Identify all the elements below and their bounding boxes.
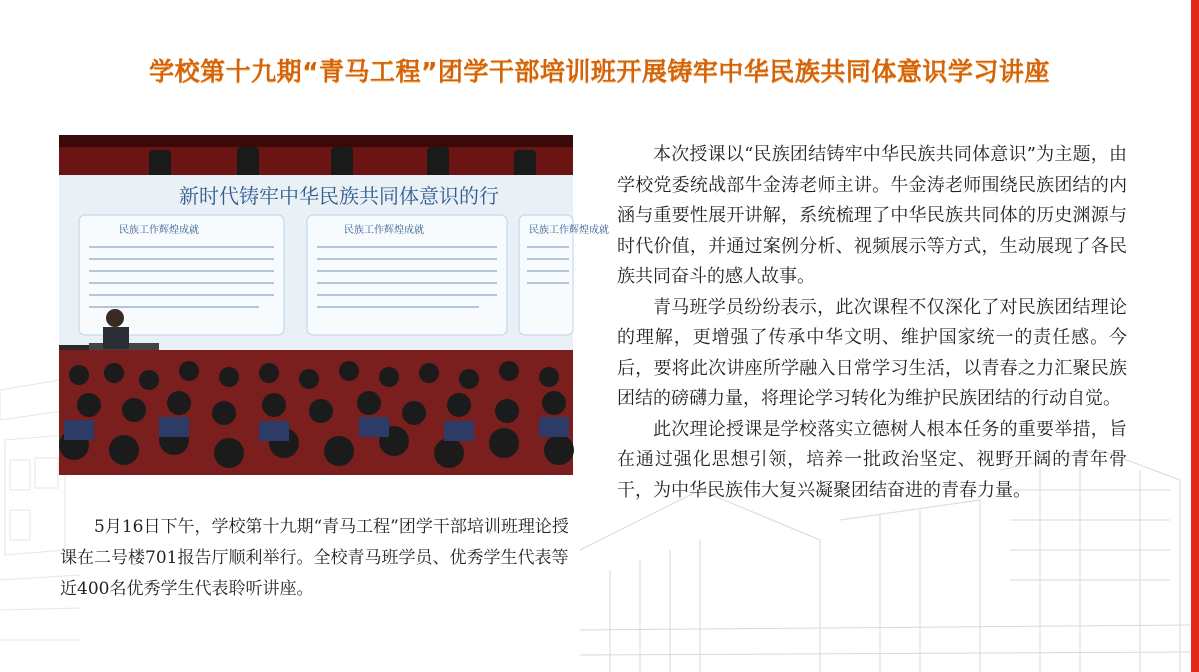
- panel-heading-1: 民族工作辉煌成就: [119, 225, 199, 236]
- panel-heading-2: 民族工作辉煌成就: [344, 225, 424, 236]
- lecture-photo: [59, 135, 609, 475]
- article-body: [617, 140, 1127, 506]
- panel-heading-3: 民族工作辉煌成就: [529, 225, 609, 236]
- article-paragraph-1: 本次授课以“民族团结铸牢中华民族共同体意识”为主题，由学校党委统战部牛金涛老师主讲。牛金涛老师围绕民族团结的内涵与重要性展开讲解，系统梳理了中华民族共同体的历史渊源与时代价值，并通过案例分析、视频展示等方式，生动展现了各民族共同奋斗的感人故事。: [617, 144, 1127, 287]
- page-title: 学校第十九期“青马工程”团学干部培训班开展铸牢中华民族共同体意识学习讲座: [149, 57, 1050, 86]
- article-paragraph-3: 此次理论授课是学校落实立德树人根本任务的重要举措，旨在通过强化思想引领，培养一批政治坚定、视野开阔的青年骨干，为中华民族伟大复兴凝聚团结奋进的青春力量。: [617, 418, 1127, 501]
- article-paragraph-2: 青马班学员纷纷表示，此次课程不仅深化了对民族团结理论的理解，更增强了传承中华文明、维护国家统一的责任感。今后，要将此次讲座所学融入日常学习生活，以青春之力汇聚民族团结的磅礴力量，将理论学习转化为维护民族团结的行动自觉。: [617, 296, 1127, 409]
- right-accent-bar: [1191, 0, 1199, 672]
- screen-heading: 新时代铸牢中华民族共同体意识的行: [179, 184, 499, 208]
- photo-caption: 5月16日下午，学校第十九期“青马工程”团学干部培训班理论授课在二号楼701报告厅顺利举行。全校青马班学员、优秀学生代表等近400名优秀学生代表聆听讲座。: [60, 517, 569, 599]
